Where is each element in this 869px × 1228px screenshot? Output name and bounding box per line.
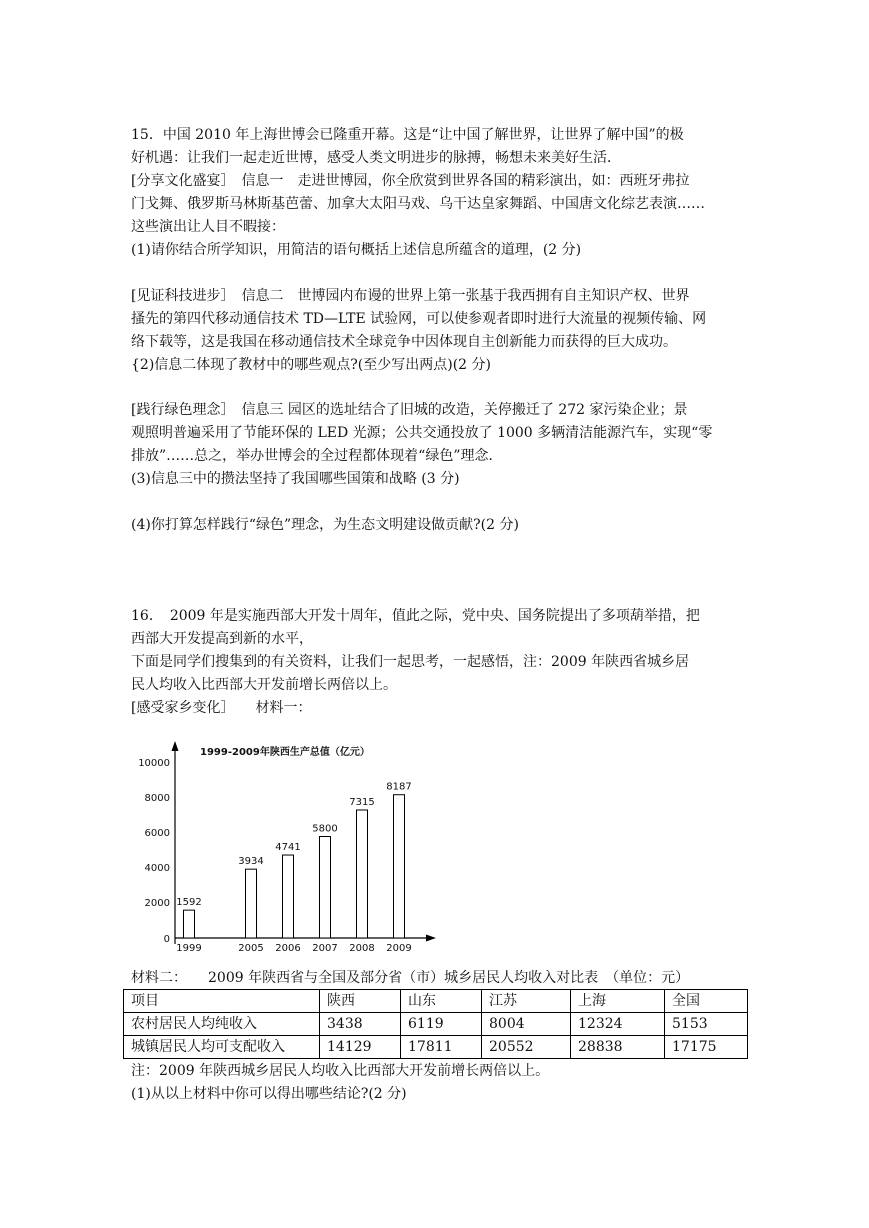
bar	[357, 810, 368, 938]
q15-question-1: (1)请你结合所学知识，用简洁的语句概括上述信息所蕴含的道理，(2 分)	[131, 242, 582, 258]
table-cell: 城镇居民人均可支配收入	[124, 1036, 320, 1059]
q15-line-11: [践行绿色理念］ 信息三 园区的选址结合了旧城的改造，关停搬迁了 272 家污染企业；景	[131, 402, 688, 418]
q15-line-3: [分享文化盛宴］ 信息一 走进世博园，你全欣赏到世界各国的精彩演出，如：西班牙弗拉	[131, 173, 690, 189]
bar	[320, 837, 331, 939]
table-row	[124, 1036, 748, 1059]
q15-line-9: 络下载等，这是我国在移动通信技术全球竞争中因体现自主创新能力而获得的巨大成功。	[131, 334, 677, 350]
table-cell: 8004	[482, 1013, 571, 1036]
table-cell: 17175	[665, 1036, 748, 1059]
table-header-cell: 上海	[571, 990, 665, 1013]
y-tick-label: 2000	[144, 898, 170, 909]
table-cell: 6119	[401, 1013, 482, 1036]
y-tick-label: 10000	[138, 758, 170, 769]
bar	[246, 869, 257, 938]
bar-value-label: 1592	[176, 897, 202, 909]
q15-question-2: {2)信息二体现了教材中的哪些观点?(至少写出两点)(2 分)	[131, 357, 491, 373]
bar-value-label: 7315	[349, 796, 375, 808]
q15-line-7: [见证科技进步］ 信息二 世博园内布谩的世界上第一张基于我西拥有自主知识产权、世界	[131, 288, 690, 304]
bar-value-label: 3934	[238, 856, 264, 868]
y-tick-label: 6000	[144, 828, 170, 839]
q16-line-4: 民人均收入比西部大开发前增长两倍以上。	[131, 677, 397, 693]
table-cell: 3438	[320, 1013, 401, 1036]
chart-title: 1999-2009年陕西生产总值（亿元）	[200, 747, 370, 758]
table-row	[124, 1013, 748, 1036]
bar-value-label: 5800	[312, 823, 338, 835]
x-axis-arrow	[426, 935, 436, 942]
y-tick-label: 0	[163, 934, 170, 945]
x-tick-label: 2007	[312, 943, 338, 954]
q16-line-2: 西部大开发提高到新的水平，	[131, 631, 313, 647]
bar	[394, 795, 405, 938]
q15-line-12: 观照明普遍采用了节能环保的 LED 光源；公共交通投放了 1000 多辆清洁能源汽车，实现“零	[131, 425, 713, 441]
material2-title: 材料二： 2009 年陕西省与全国及部分省（市）城乡居民人均收入对比表 （单位：元）	[131, 970, 690, 986]
table-header-cell: 项目	[124, 990, 320, 1013]
table-header-cell: 山东	[401, 990, 482, 1013]
bar	[184, 910, 195, 938]
table-header-cell: 江苏	[482, 990, 571, 1013]
table-note: 注：2009 年陕西城乡居民人均收入比西部大开发前增长两倍以上。	[131, 1063, 550, 1079]
table-cell: 20552	[482, 1036, 571, 1059]
q16-line-1: 16． 2009 年是实施西部大开发十周年，值此之际，党中央、国务院提出了多项葫举措，把	[131, 608, 700, 624]
x-tick-label: 2005	[238, 943, 264, 954]
table-header-row	[124, 990, 748, 1013]
table-cell: 12324	[571, 1013, 665, 1036]
x-tick-label: 2006	[275, 943, 301, 954]
income-comparison-table	[123, 989, 748, 1059]
table-cell: 农村居民人均纯收入	[124, 1013, 320, 1036]
q15-line-8: 搔先的第四代移动通信技术 TD—LTE 试验网，可以使参观者即时进行大流量的视频传输、网	[131, 311, 707, 327]
q16-question-1: (1)从以上材料中你可以得出哪些结论?(2 分)	[131, 1086, 407, 1102]
q15-line-13: 排放”……总之，举办世博会的全过程都体现着“绿色”理念．	[131, 448, 503, 464]
y-tick-label: 4000	[144, 863, 170, 874]
bar	[283, 855, 294, 938]
q15-line-4: 门戈舞、俄罗斯马林斯基芭蕾、加拿大太阳马戏、乌干达皇家舞蹈、中国唐文化综艺表演……	[131, 196, 705, 212]
x-tick-label: 2008	[349, 943, 375, 954]
x-tick-label: 1999	[176, 943, 202, 954]
table-cell: 28838	[571, 1036, 665, 1059]
x-tick-label: 2009	[386, 943, 412, 954]
y-tick-label: 8000	[144, 793, 170, 804]
q15-line-5: 这些演出让人目不暇接：	[131, 219, 285, 235]
table-cell: 5153	[665, 1013, 748, 1036]
q15-question-4: (4)你打算怎样践行“绿色”理念，为生态文明建设做贡献?(2 分)	[131, 517, 519, 533]
table-header-cell: 陕西	[320, 990, 401, 1013]
bar-value-label: 4741	[275, 842, 301, 854]
bar-value-label: 8187	[386, 781, 412, 793]
table-cell: 14129	[320, 1036, 401, 1059]
table-header-cell: 全国	[665, 990, 748, 1013]
table-cell: 17811	[401, 1036, 482, 1059]
q15-line-2: 好机遇：让我们一起走近世博，感受人类文明进步的脉搏，畅想未来美好生活．	[131, 150, 621, 166]
q16-line-5: [感受家乡变化］ 材料一：	[131, 700, 312, 716]
gdp-bar-chart	[125, 738, 455, 960]
q16-line-3: 下面是同学们搜集到的有关资料，让我们一起思考，一起感悟，注：2009 年陕西省城乡居	[131, 654, 690, 670]
q15-line-1: 15．中国 2010 年上海世博会已隆重开幕。这是“让中国了解世界，让世界了解中国”的极	[131, 127, 684, 143]
y-axis-arrow	[172, 741, 179, 751]
q15-question-3: (3)信息三中的攒法坚持了我国哪些国策和战略 (3 分)	[131, 471, 460, 487]
